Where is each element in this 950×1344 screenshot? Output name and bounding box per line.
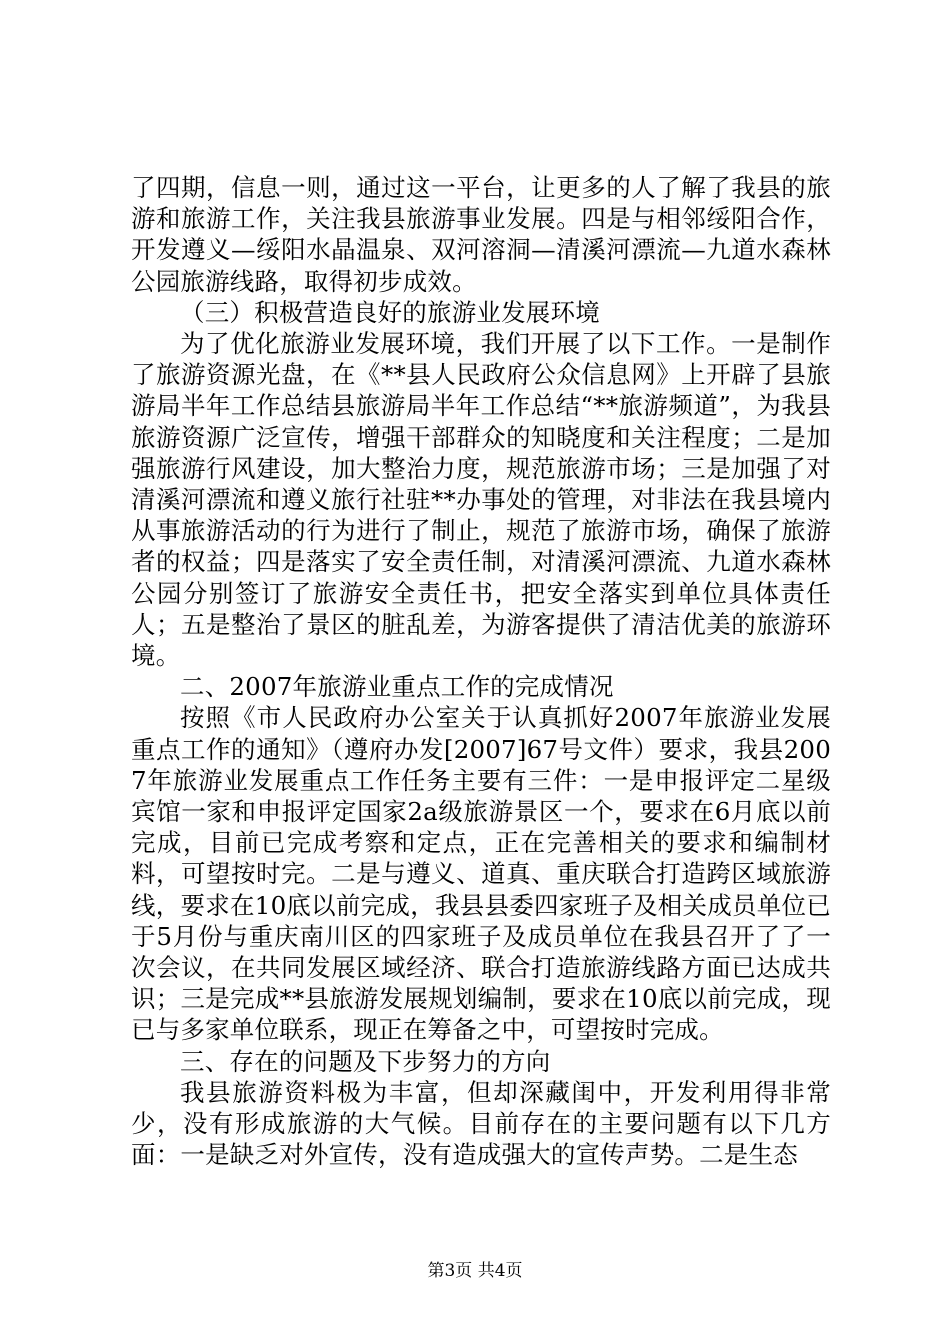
section-heading-problems: 三、存在的问题及下步努力的方向 [180, 1046, 551, 1076]
paragraph-problems: 我县旅游资料极为丰富，但却深藏闺中，开发利用得非常少，没有形成旅游的大气候。目前存在的主要问题有以下几方面：一是缺乏对外宣传，没有造成强大的宣传声势。二是生态 [131, 1077, 831, 1170]
page-footer: 第3页 共4页 [427, 1261, 523, 1281]
paragraph-key-work: 按照《市人民政府办公室关于认真抓好2007年旅游业发展重点工作的通知》（遵府办发[2007]67号文件）要求，我县2007年旅游业发展重点工作任务主要有三件：一是申报评定二星级宾馆一家和申报评定国家2a级旅游景区一个，要求在6月底以前完成，目前已完成考察和定点，正在完善相关的要求和编制材料，可望按时完。二是与遵义、道真、重庆联合打造跨区域旅游线，要求在10底以前完成，我县县委四家班子及相关成员单位已于5月份与重庆南川区的四家班子及成员单位在我县召开了了一次会议，在共同发展区域经济、联合打造旅游线路方面已达成共识；三是完成**县旅游发展规划编制，要求在10底以前完成，现已与多家单位联系，现正在筹备之中，可望按时完成。 [131, 703, 831, 1045]
paragraph-environment: 为了优化旅游业发展环境，我们开展了以下工作。一是制作了旅游资源光盘，在《**县人民政府公众信息网》上开辟了县旅游局半年工作总结县旅游局半年工作总结“**旅游频道”，为我县旅游资源广泛宣传，增强干部群众的知晓度和关注程度；二是加强旅游行风建设，加大整治力度，规范旅游市场；三是加强了对清溪河漂流和遵义旅行社驻**办事处的管理，对非法在我县境内从事旅游活动的行为进行了制止，规范了旅游市场，确保了旅游者的权益；四是落实了安全责任制，对清溪河漂流、九道水森林公园分别签订了旅游安全责任书，把安全落实到单位具体责任人；五是整治了景区的脏乱差，为游客提供了清洁优美的旅游环境。 [131, 329, 831, 671]
section-heading-3: （三）积极营造良好的旅游业发展环境 [180, 297, 600, 327]
paragraph-continuation: 了四期，信息一则，通过这一平台，让更多的人了解了我县的旅游和旅游工作，关注我县旅游事业发展。四是与相邻绥阳合作，开发遵义—绥阳水晶温泉、双河溶洞—清溪河漂流—九道水森林公园旅游线路，取得初步成效。 [131, 173, 831, 296]
document-body [131, 172, 831, 1171]
section-heading-2007: 二、2007年旅游业重点工作的完成情况 [180, 672, 614, 702]
